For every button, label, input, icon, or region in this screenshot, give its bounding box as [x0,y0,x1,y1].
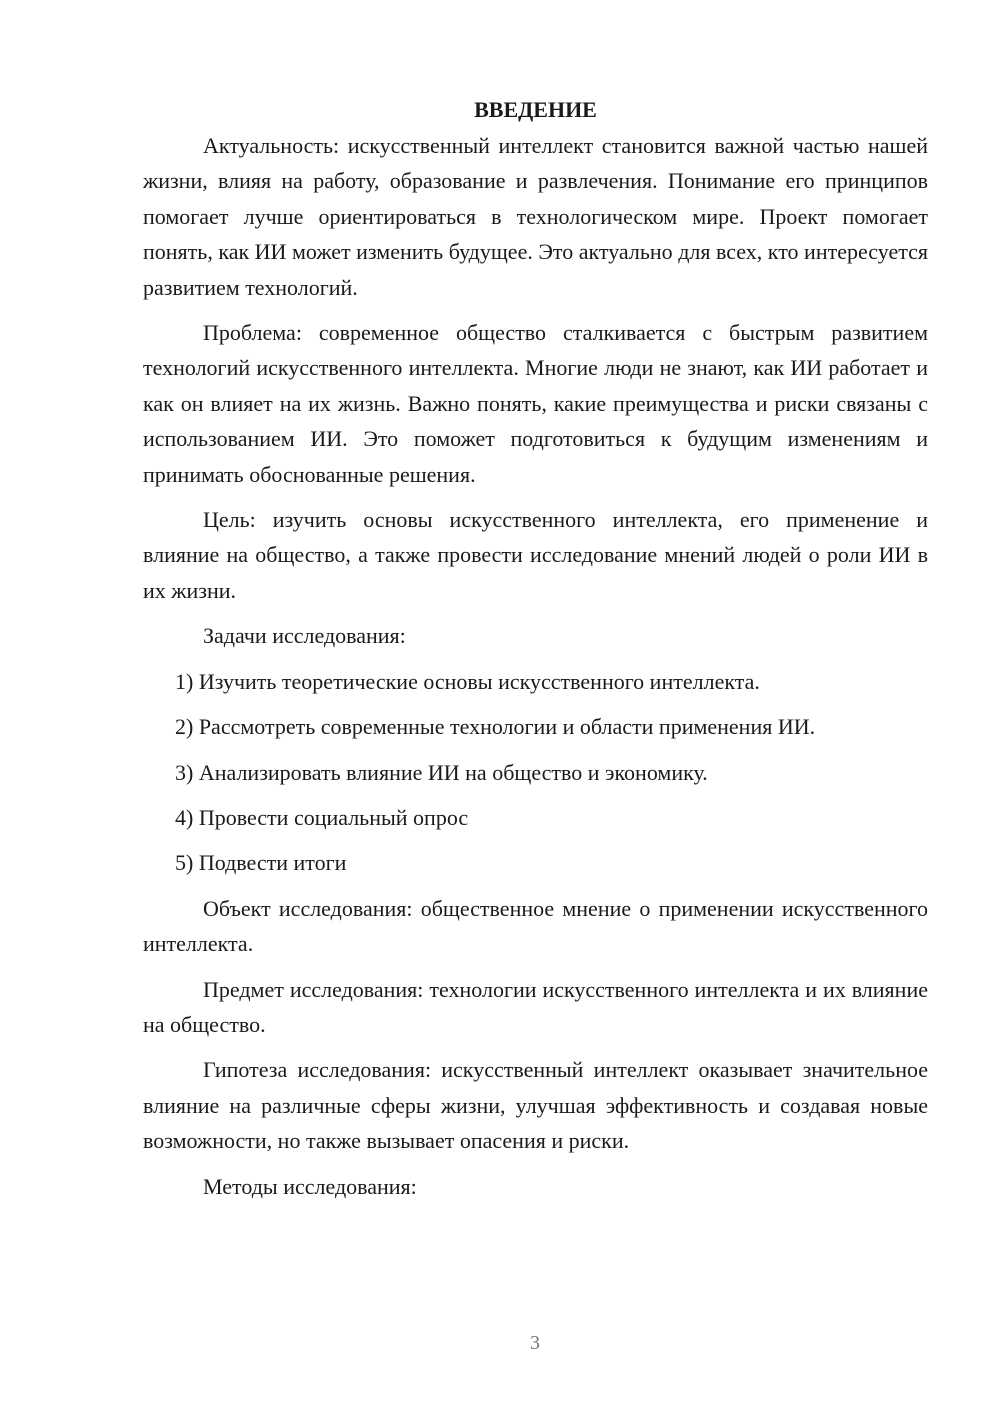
tasks-list [143,664,928,881]
paragraph-methods: Методы исследования: [203,1173,417,1199]
task-item-5: 5) Подвести итоги [175,850,347,876]
paragraph-subject: Предмет исследования: технологии искусственного интеллекта и их влияние на общество. [143,976,928,1037]
paragraph-goal: Цель: изучить основы искусственного интеллекта, его применение и влияние на общество, а также провести исследование мнений людей о роли ИИ в их жизни. [143,507,928,603]
task-item-3: 3) Анализировать влияние ИИ на общество и экономику. [175,759,708,785]
task-item-1: 1) Изучить теоретические основы искусственного интеллекта. [175,668,760,694]
paragraph-object: Объект исследования: общественное мнение о применении искусственного интеллекта. [143,895,928,957]
paragraph-hypothesis: Гипотеза исследования: искусственный интеллект оказывает значительное влияние на различные сферы жизни, улучшая эффективность и создавая новые возможности, но также вызывает опасения и риски. [143,1057,928,1154]
task-item-4: 4) Провести социальный опрос [175,804,469,830]
tasks-heading: Задачи исследования: [203,623,406,649]
page-title: ВВЕДЕНИЕ [474,97,597,122]
paragraph-problem: Проблема: современное общество сталкивается с быстрым развитием технологий искусственного интеллекта. Многие люди не знают, как ИИ работает и как он влияет на их жизнь. Важно понять, какие преимущества и риски связаны с использованием ИИ. Это поможет подготовиться к будущим изменениям и принимать обоснованные решения. [143,320,928,487]
document-page [143,92,928,1204]
task-item-2: 2) Рассмотреть современные технологии и области применения ИИ. [175,714,816,740]
page-number: 3 [530,1332,540,1354]
paragraph-relevance: Актуальность: искусственный интеллект становится важной частью нашей жизни, влияя на работу, образование и развлечения. Понимание его принципов помогает лучше ориентироваться в технологическом мире. Проект помогает понять, как ИИ может изменить будущее. Это актуально для всех, кто интересуется развитием технологий. [143,133,928,300]
